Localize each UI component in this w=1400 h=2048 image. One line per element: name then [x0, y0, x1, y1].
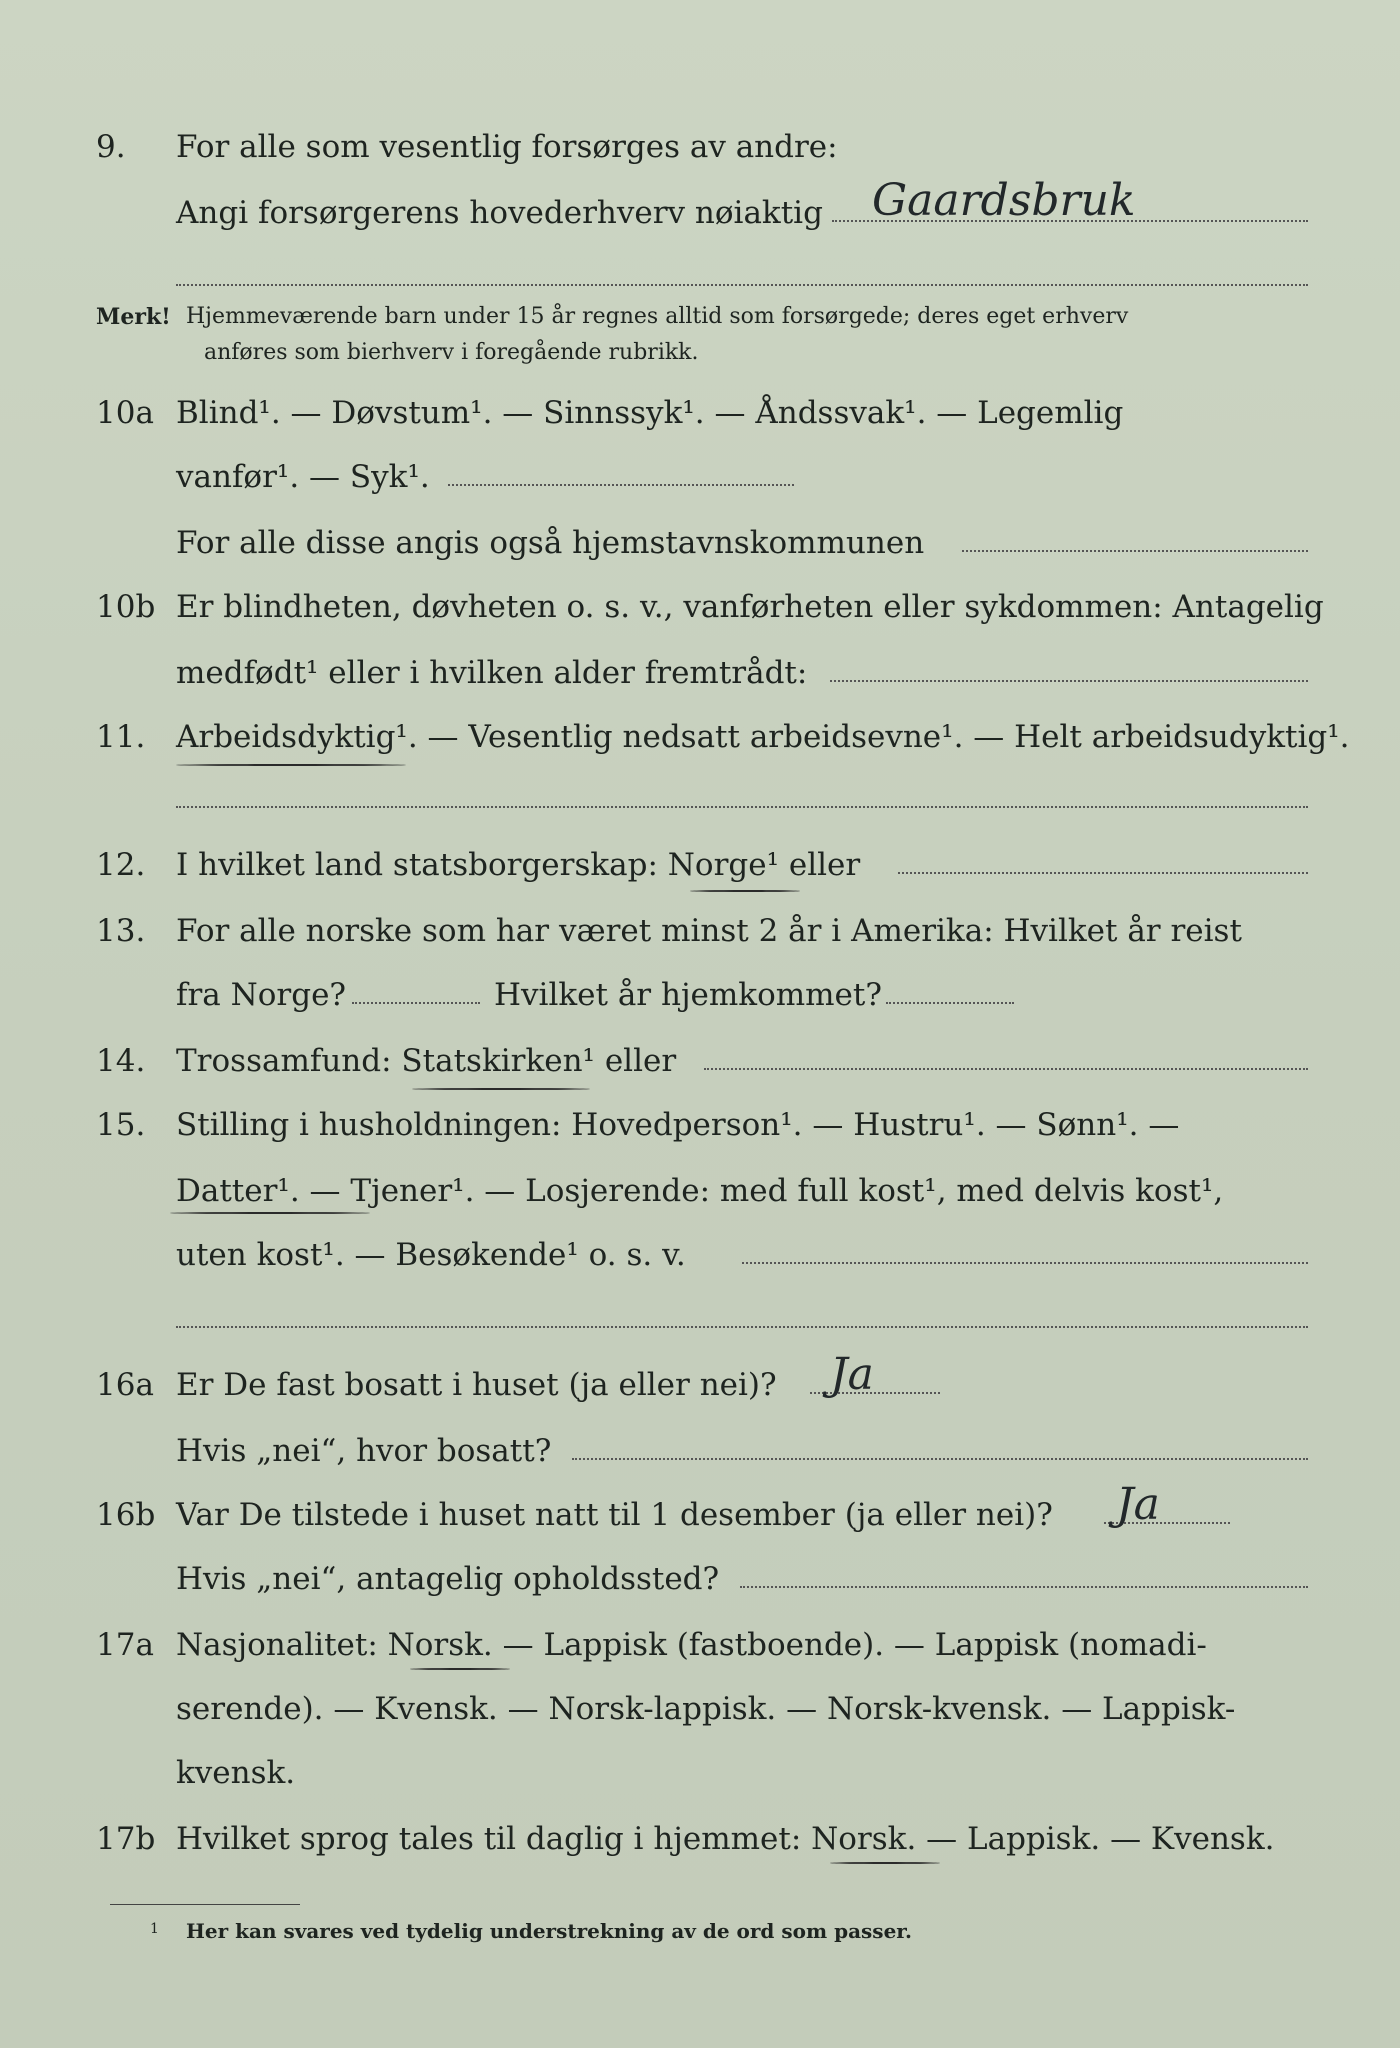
q16b-handwritten-answer: Ja: [1116, 1479, 1160, 1530]
q12-answer-line: [898, 872, 1308, 874]
q17b-question: Hvilket sprog tales til daglig i hjemmet: Norsk. — Lappisk. — Kvensk.: [176, 1821, 1275, 1857]
note-line-2: anføres som bierhverv i foregående rubrikk.: [204, 340, 699, 365]
q13-left-norway: fra Norge?: [176, 977, 347, 1013]
q10a-home-municipality: For alle disse angis også hjemstavnskommunen: [176, 525, 925, 561]
q15-row-1: [0, 1100, 1400, 1150]
q17b-underline-mark: [830, 1862, 940, 1864]
q9-row-1: [0, 122, 1400, 172]
q13-returned-year-line: [886, 1002, 1014, 1004]
q17a-row-1: [0, 1620, 1400, 1670]
q9-number: 9.: [96, 129, 126, 165]
q12-number: 12.: [96, 847, 146, 883]
q16a-question: Er De fast bosatt i huset (ja eller nei)?: [176, 1367, 777, 1403]
q14-answer-line: [704, 1068, 1308, 1070]
q16b-row-2: [0, 1554, 1400, 1604]
q10a-municipality-line: [962, 550, 1308, 552]
note-label: Merk!: [96, 304, 171, 330]
q17a-row-2: [0, 1684, 1400, 1734]
q11-row-1: [0, 712, 1400, 762]
q16a-number: 16a: [96, 1367, 154, 1403]
q14-question: Trossamfund: Statskirken¹ eller: [176, 1043, 677, 1079]
q16a-residence-line: [572, 1458, 1308, 1460]
q17b-number: 17b: [96, 1821, 156, 1857]
footnote-divider: [110, 1904, 300, 1905]
q17a-options-2: serende). — Kvensk. — Norsk-lappisk. — Norsk-kvensk. — Lappisk-: [176, 1691, 1236, 1727]
q15-underline-mark: [170, 1212, 370, 1214]
q9-handwritten-answer: Gaardsbruk: [872, 175, 1136, 226]
q16b-whereabouts-line: [740, 1586, 1308, 1588]
q16b-question: Var De tilstede i huset natt til 1 desember (ja eller nei)?: [176, 1497, 1053, 1533]
q17a-number: 17a: [96, 1627, 154, 1663]
q11-extra-line: [176, 806, 1308, 808]
footnote-text: Her kan svares ved tydelig understrekning av de ord som passer.: [186, 1919, 912, 1943]
q17b-row-1: [0, 1814, 1400, 1864]
q16a-row-2: [0, 1426, 1400, 1476]
q15-row-2: [0, 1166, 1400, 1216]
q10a-number: 10a: [96, 395, 154, 431]
q15-extra-line: [176, 1326, 1308, 1328]
q14-underline-mark: [412, 1088, 590, 1090]
q10a-answer-line: [448, 484, 794, 486]
q13-question: For alle norske som har været minst 2 år i Amerika: Hvilket år reist: [176, 913, 1242, 949]
q11-number: 11.: [96, 719, 146, 755]
q13-row-1: [0, 906, 1400, 956]
q15-options-3: uten kost¹. — Besøkende¹ o. s. v.: [176, 1237, 686, 1273]
q9-prompt: Angi forsørgerens hovederhverv nøiaktig: [176, 195, 823, 231]
q17a-underline-mark: [410, 1668, 510, 1670]
q15-options-1: Stilling i husholdningen: Hovedperson¹. — Hustru¹. — Sønn¹. —: [176, 1107, 1180, 1143]
q10b-row-2: [0, 648, 1400, 698]
q16a-row-1: [0, 1349, 1400, 1410]
q9-extra-line: [176, 284, 1308, 286]
q17a-options-1: Nasjonalitet: Norsk. — Lappisk (fastboende). — Lappisk (nomadi-: [176, 1627, 1207, 1663]
q10a-row-1: [0, 388, 1400, 438]
q10a-row-3: [0, 518, 1400, 568]
q13-row-2: [0, 970, 1400, 1020]
q10b-number: 10b: [96, 589, 156, 625]
q17a-row-3: [0, 1748, 1400, 1798]
q15-number: 15.: [96, 1107, 146, 1143]
q14-row-1: [0, 1036, 1400, 1086]
q10b-prompt: medfødt¹ eller i hvilken alder fremtrådt:: [176, 655, 808, 691]
q16a-prompt: Hvis „nei“, hvor bosatt?: [176, 1433, 552, 1469]
q13-returned: Hvilket år hjemkommet?: [494, 977, 882, 1013]
q17a-options-3: kvensk.: [176, 1755, 296, 1791]
note-line-1: Hjemmeværende barn under 15 år regnes alltid som forsørgede; deres eget erhverv: [186, 304, 1129, 329]
q10b-answer-line: [830, 680, 1308, 682]
q10b-row-1: [0, 582, 1400, 632]
q14-number: 14.: [96, 1043, 146, 1079]
q16b-number: 16b: [96, 1497, 156, 1533]
q15-options-2: Datter¹. — Tjener¹. — Losjerende: med full kost¹, med delvis kost¹,: [176, 1173, 1224, 1209]
q9-question: For alle som vesentlig forsørges av andre:: [176, 129, 838, 165]
q10a-options-1: Blind¹. — Døvstum¹. — Sinnssyk¹. — Åndssvak¹. — Legemlig: [176, 395, 1124, 431]
q16a-handwritten-answer: Ja: [830, 1349, 874, 1400]
q16b-row-1: [0, 1479, 1400, 1540]
q10a-row-2: [0, 452, 1400, 502]
q11-options: Arbeidsdyktig¹. — Vesentlig nedsatt arbeidsevne¹. — Helt arbeidsudyktig¹.: [176, 719, 1350, 755]
q12-question: I hvilket land statsborgerskap: Norge¹ eller: [176, 847, 861, 883]
q13-left-year-line: [352, 1002, 480, 1004]
q10a-options-2: vanfør¹. — Syk¹.: [176, 459, 430, 495]
q9-row-2: [0, 175, 1400, 238]
q13-number: 13.: [96, 913, 146, 949]
q15-answer-line: [742, 1262, 1308, 1264]
footnote-mark: 1: [150, 1921, 159, 1937]
q15-row-3: [0, 1230, 1400, 1280]
q11-underline-mark: [176, 764, 406, 766]
q12-row-1: [0, 840, 1400, 890]
q12-underline-mark: [690, 890, 800, 892]
q10b-question: Er blindheten, døvheten o. s. v., vanførheten eller sykdommen: Antagelig: [176, 589, 1324, 625]
q16b-prompt: Hvis „nei“, antagelig opholdssted?: [176, 1561, 720, 1597]
